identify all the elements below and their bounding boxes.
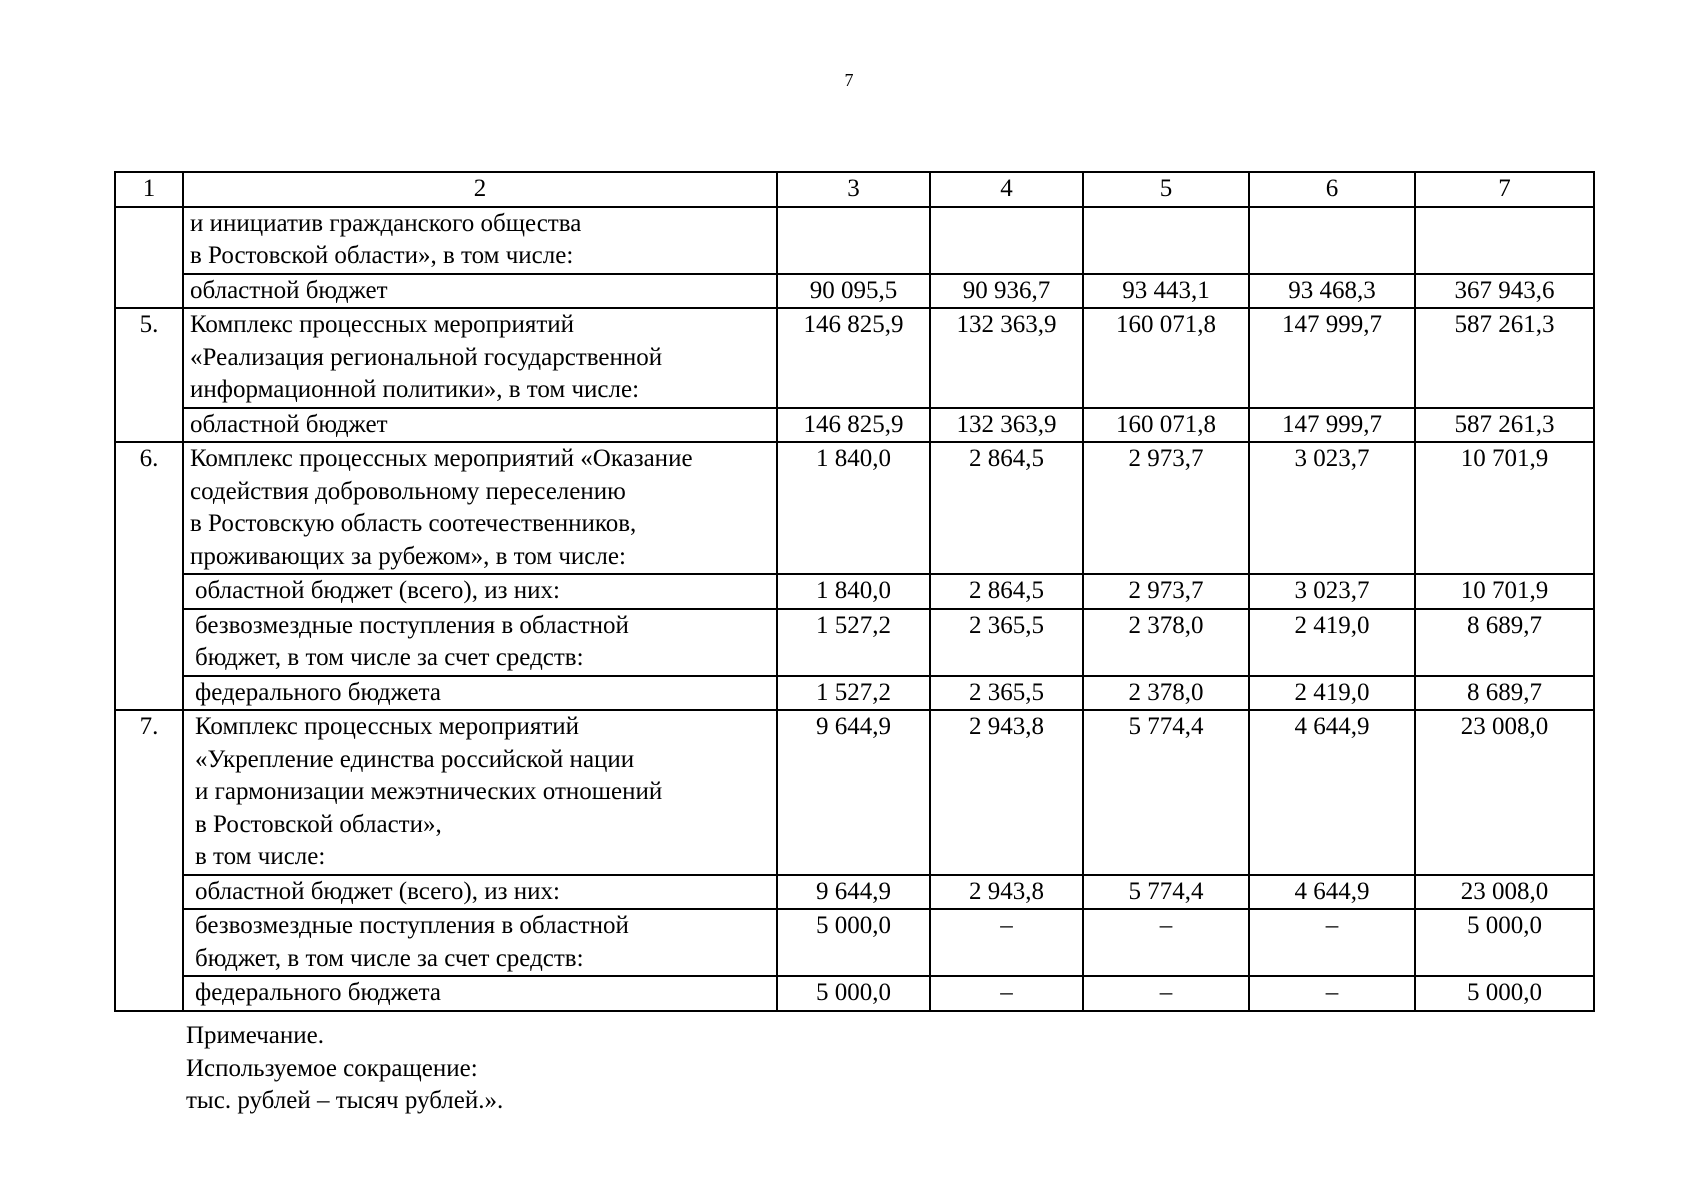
value-cell: 5 000,0 [777,909,930,976]
value-cell [777,207,930,274]
column-header: 5 [1083,172,1249,207]
value-cell: 93 443,1 [1083,274,1249,309]
value-cell: 2 365,5 [930,609,1083,676]
row-name-cell: областной бюджет (всего), из них: [183,574,777,609]
table-row [115,207,1594,274]
table-row [115,875,1594,910]
value-cell: 146 825,9 [777,308,930,408]
value-cell: 2 864,5 [930,574,1083,609]
value-cell: – [1083,909,1249,976]
value-cell: 10 701,9 [1415,442,1594,574]
value-cell: 5 774,4 [1083,875,1249,910]
value-cell: 587 261,3 [1415,408,1594,443]
note-title: Примечание. [186,1022,325,1049]
table-row [115,976,1594,1011]
value-cell: 1 527,2 [777,676,930,711]
row-number-cell: 6. [115,442,183,710]
value-cell: 2 973,7 [1083,442,1249,574]
row-name-cell: областной бюджет [183,408,777,443]
value-cell: 147 999,7 [1249,308,1415,408]
row-number-cell [115,207,183,309]
value-cell: 1 527,2 [777,609,930,676]
value-cell: 1 840,0 [777,442,930,574]
column-header: 6 [1249,172,1415,207]
row-name-cell: и инициатив гражданского общества в Ростовской области», в том числе: [183,207,777,274]
row-name-cell: федерального бюджета [183,976,777,1011]
budget-table [114,171,1595,1012]
value-cell: 367 943,6 [1415,274,1594,309]
value-cell: 90 095,5 [777,274,930,309]
table-row [115,609,1594,676]
row-name-cell: безвозмездные поступления в областной бюджет, в том числе за счет средств: [183,609,777,676]
column-header: 2 [183,172,777,207]
value-cell: 4 644,9 [1249,710,1415,875]
value-cell: 9 644,9 [777,710,930,875]
value-cell: 132 363,9 [930,308,1083,408]
column-header: 4 [930,172,1083,207]
value-cell: 160 071,8 [1083,308,1249,408]
value-cell: 23 008,0 [1415,710,1594,875]
value-cell: 2 378,0 [1083,609,1249,676]
value-cell: – [930,976,1083,1011]
value-cell: 90 936,7 [930,274,1083,309]
table-row [115,308,1594,408]
table-row [115,274,1594,309]
value-cell: 2 864,5 [930,442,1083,574]
value-cell: 587 261,3 [1415,308,1594,408]
row-number-cell: 5. [115,308,183,442]
row-name-cell: Комплекс процессных мероприятий «Укрепление единства российской нации и гармонизации межэтнических отношений в Ростовской области», в том числе: [183,710,777,875]
row-number-cell: 7. [115,710,183,1011]
value-cell: 2 419,0 [1249,676,1415,711]
value-cell: 8 689,7 [1415,609,1594,676]
table-row [115,909,1594,976]
value-cell: – [1249,909,1415,976]
table-row [115,710,1594,875]
value-cell: 3 023,7 [1249,442,1415,574]
value-cell: 4 644,9 [1249,875,1415,910]
row-name-cell: безвозмездные поступления в областной бюджет, в том числе за счет средств: [183,909,777,976]
table-row [115,408,1594,443]
row-name-cell: федерального бюджета [183,676,777,711]
value-cell: 2 365,5 [930,676,1083,711]
value-cell: 147 999,7 [1249,408,1415,443]
value-cell: 2 943,8 [930,875,1083,910]
row-name-cell: областной бюджет [183,274,777,309]
value-cell: – [1083,976,1249,1011]
value-cell: 3 023,7 [1249,574,1415,609]
row-name-cell: Комплекс процессных мероприятий «Реализация региональной государственной информационной политики», в том числе: [183,308,777,408]
value-cell: 9 644,9 [777,875,930,910]
column-header: 3 [777,172,930,207]
value-cell: 23 008,0 [1415,875,1594,910]
value-cell: 5 000,0 [777,976,930,1011]
value-cell: 1 840,0 [777,574,930,609]
value-cell: – [1249,976,1415,1011]
note-abbreviation-text: тыс. рублей – тысяч рублей.». [186,1087,504,1114]
value-cell: 5 000,0 [1415,976,1594,1011]
value-cell: 132 363,9 [930,408,1083,443]
value-cell: 5 774,4 [1083,710,1249,875]
table-header-row [115,172,1594,207]
row-name-cell: Комплекс процессных мероприятий «Оказание содействия добровольному переселению в Ростовскую область соотечественников, проживающих за рубежом», в том числе: [183,442,777,574]
row-name-cell: областной бюджет (всего), из них: [183,875,777,910]
value-cell: 93 468,3 [1249,274,1415,309]
note-abbreviation-heading: Используемое сокращение: [186,1054,478,1082]
value-cell: 5 000,0 [1415,909,1594,976]
value-cell: 146 825,9 [777,408,930,443]
value-cell [1249,207,1415,274]
value-cell: – [930,909,1083,976]
column-header: 1 [115,172,183,207]
value-cell: 10 701,9 [1415,574,1594,609]
value-cell [1083,207,1249,274]
value-cell: 160 071,8 [1083,408,1249,443]
value-cell [930,207,1083,274]
note-block [186,1020,503,1118]
value-cell: 8 689,7 [1415,676,1594,711]
column-header: 7 [1415,172,1594,207]
table-row [115,442,1594,574]
value-cell: 2 419,0 [1249,609,1415,676]
value-cell: 2 973,7 [1083,574,1249,609]
table-row [115,574,1594,609]
value-cell [1415,207,1594,274]
page-number: 7 [844,70,854,90]
value-cell: 2 378,0 [1083,676,1249,711]
value-cell: 2 943,8 [930,710,1083,875]
table-row [115,676,1594,711]
